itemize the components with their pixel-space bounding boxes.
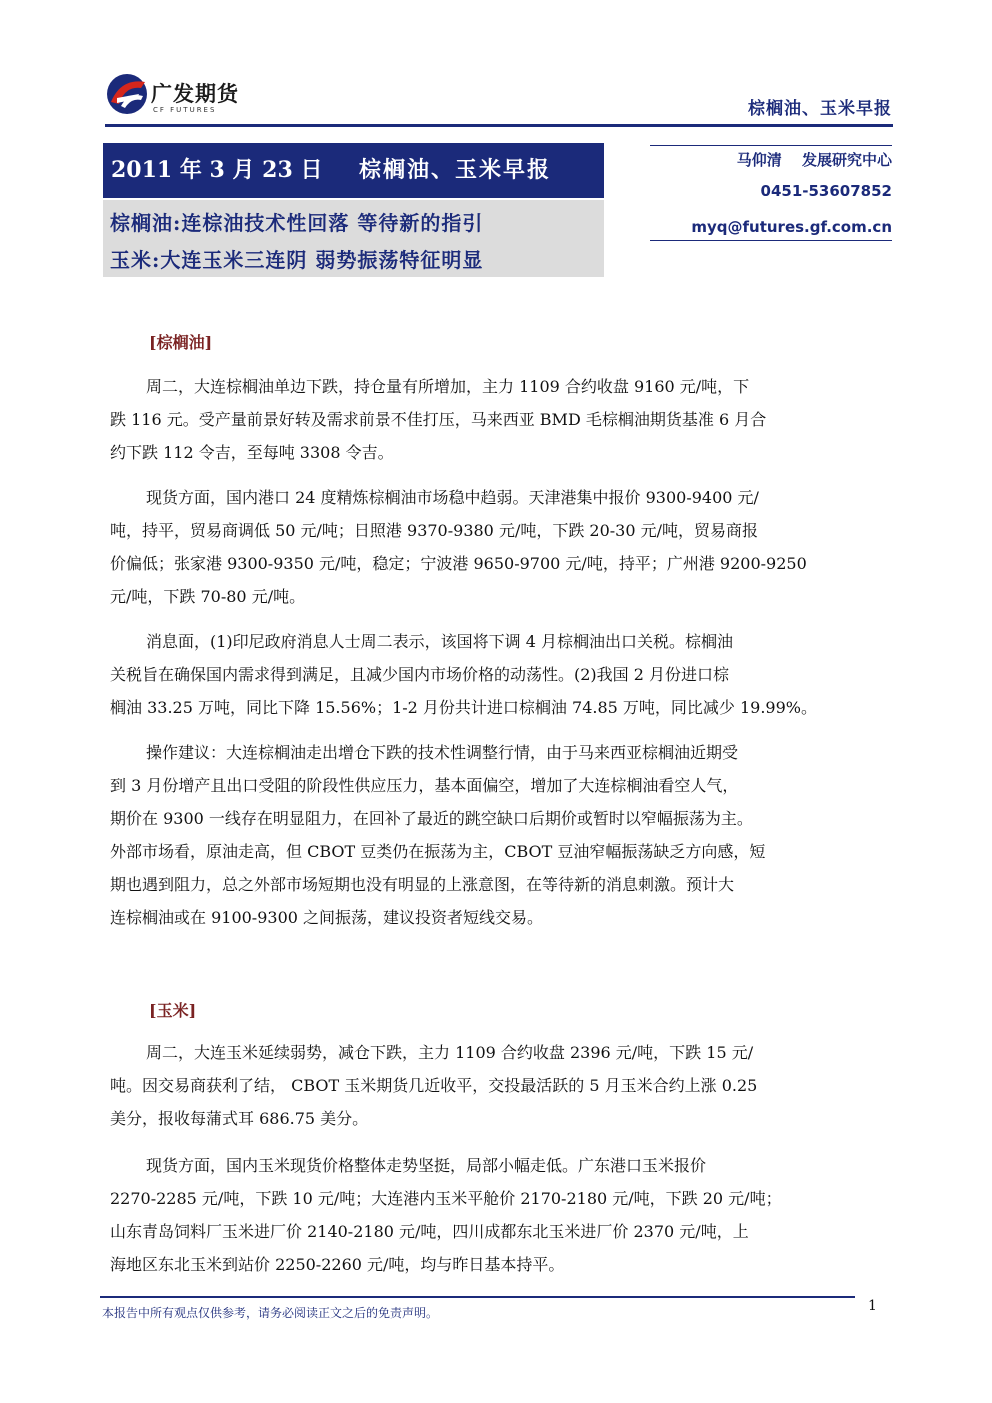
paragraph-line: 吨。因交易商获利了结， CBOT 玉米期货几近收平，交投最活跃的 5 月玉米合约上涨 0.25	[110, 1076, 758, 1095]
section-heading-palm: [棕榈油]	[149, 333, 213, 352]
paragraph-line: 海地区东北玉米到站价 2250-2260 元/吨，均与昨日基本持平。	[110, 1255, 565, 1274]
headline-corn: 玉米:大连玉米三连阴 弱势振荡特征明显	[110, 248, 484, 272]
author-name: 马仰清 发展研究中心	[736, 151, 892, 169]
header-title: 棕榈油、玉米早报	[748, 99, 892, 119]
logo-subtext: CF FUTURES	[153, 106, 217, 114]
paragraph-line: 操作建议：大连棕榈油走出增仓下跌的技术性调整行情，由于马来西亚棕榈油近期受	[146, 743, 739, 762]
header-divider	[105, 124, 893, 127]
author-divider-bottom	[650, 240, 892, 241]
paragraph	[110, 736, 880, 934]
paragraph-line: 连棕榈油或在 9100-9300 之间振荡，建议投资者短线交易。	[110, 908, 544, 927]
disclaimer-note: 本报告中所有观点仅供参考，请务必阅读正文之后的免责声明。	[102, 1306, 439, 1320]
paragraph-line: 美分，报收每蒲式耳 686.75 美分。	[110, 1109, 369, 1128]
paragraph	[110, 1149, 880, 1281]
paragraph-line: 现货方面，国内港口 24 度精炼棕榈油市场稳中趋弱。天津港集中报价 9300-9400 元/	[146, 488, 759, 507]
report-date: 2011 年 3 月 23 日	[111, 157, 323, 183]
paragraph	[110, 625, 880, 724]
author-divider-top	[650, 145, 892, 146]
paragraph-line: 到 3 月份增产且出口受阻的阶段性供应压力，基本面偏空，增加了大连棕榈油看空人气，	[110, 776, 739, 795]
report-name: 棕榈油、玉米早报	[359, 157, 552, 183]
paragraph-line: 期也遇到阻力，总之外部市场短期也没有明显的上涨意图，在等待新的消息刺激。预计大	[110, 875, 735, 894]
report-title-bar	[103, 143, 604, 198]
section-heading-corn: [玉米]	[149, 1001, 197, 1020]
paragraph-line: 价偏低；张家港 9300-9350 元/吨，稳定；宁波港 9650-9700 元/吨，持平；广州港 9200-9250	[110, 554, 807, 573]
paragraph-line: 元/吨，下跌 70-80 元/吨。	[110, 587, 306, 606]
author-email: myq@futures.gf.com.cn	[691, 218, 892, 236]
paragraph-line: 榈油 33.25 万吨，同比下降 15.56%；1-2 月份共计进口棕榈油 74.85 万吨，同比减少 19.99%。	[110, 698, 817, 717]
paragraph-line: 期价在 9300 一线存在明显阻力，在回补了最近的跳空缺口后期价或暂时以窄幅振荡为主。	[110, 809, 753, 828]
paragraph-line: 周二，大连玉米延续弱势，减仓下跌，主力 1109 合约收盘 2396 元/吨，下跌 15 元/	[146, 1043, 754, 1062]
paragraph-line: 跌 116 元。受产量前景好转及需求前景不佳打压，马来西亚 BMD 毛棕榈油期货基准 6 月合	[110, 410, 767, 429]
paragraph-line: 外部市场看，原油走高，但 CBOT 豆类仍在振荡为主，CBOT 豆油窄幅振荡缺乏方向感，短	[110, 842, 766, 861]
paragraph-line: 吨，持平，贸易商调低 50 元/吨；日照港 9370-9380 元/吨，下跌 20-30 元/吨，贸易商报	[110, 521, 759, 540]
page-number: 1	[868, 1298, 877, 1314]
author-phone: 0451-53607852	[760, 182, 892, 200]
logo-text: 广发期货	[151, 82, 239, 106]
paragraph-line: 周二，大连棕榈油单边下跌，持仓量有所增加，主力 1109 合约收盘 9160 元/吨，下	[146, 377, 750, 396]
gf-logo-icon	[105, 72, 149, 116]
paragraph	[110, 370, 880, 469]
footer-divider	[100, 1296, 855, 1298]
paragraph	[110, 1036, 880, 1135]
paragraph-line: 山东青岛饲料厂玉米进厂价 2140-2180 元/吨，四川成都东北玉米进厂价 2370 元/吨，上	[110, 1222, 749, 1241]
headline-palm: 棕榈油:连棕油技术性回落 等待新的指引	[110, 211, 484, 235]
logo	[105, 72, 265, 122]
paragraph-line: 2270-2285 元/吨，下跌 10 元/吨；大连港内玉米平舱价 2170-2180 元/吨，下跌 20 元/吨；	[110, 1189, 782, 1208]
paragraph-line: 消息面，(1)印尼政府消息人士周二表示，该国将下调 4 月棕榈油出口关税。棕榈油	[146, 632, 734, 651]
paragraph-line: 现货方面，国内玉米现货价格整体走势坚挺，局部小幅走低。广东港口玉米报价	[146, 1156, 707, 1175]
paragraph-line: 关税旨在确保国内需求得到满足，且减少国内市场价格的动荡性。(2)我国 2 月份进口棕	[110, 665, 730, 684]
paragraph-line: 约下跌 112 令吉，至每吨 3308 令吉。	[110, 443, 394, 462]
paragraph	[110, 481, 880, 613]
